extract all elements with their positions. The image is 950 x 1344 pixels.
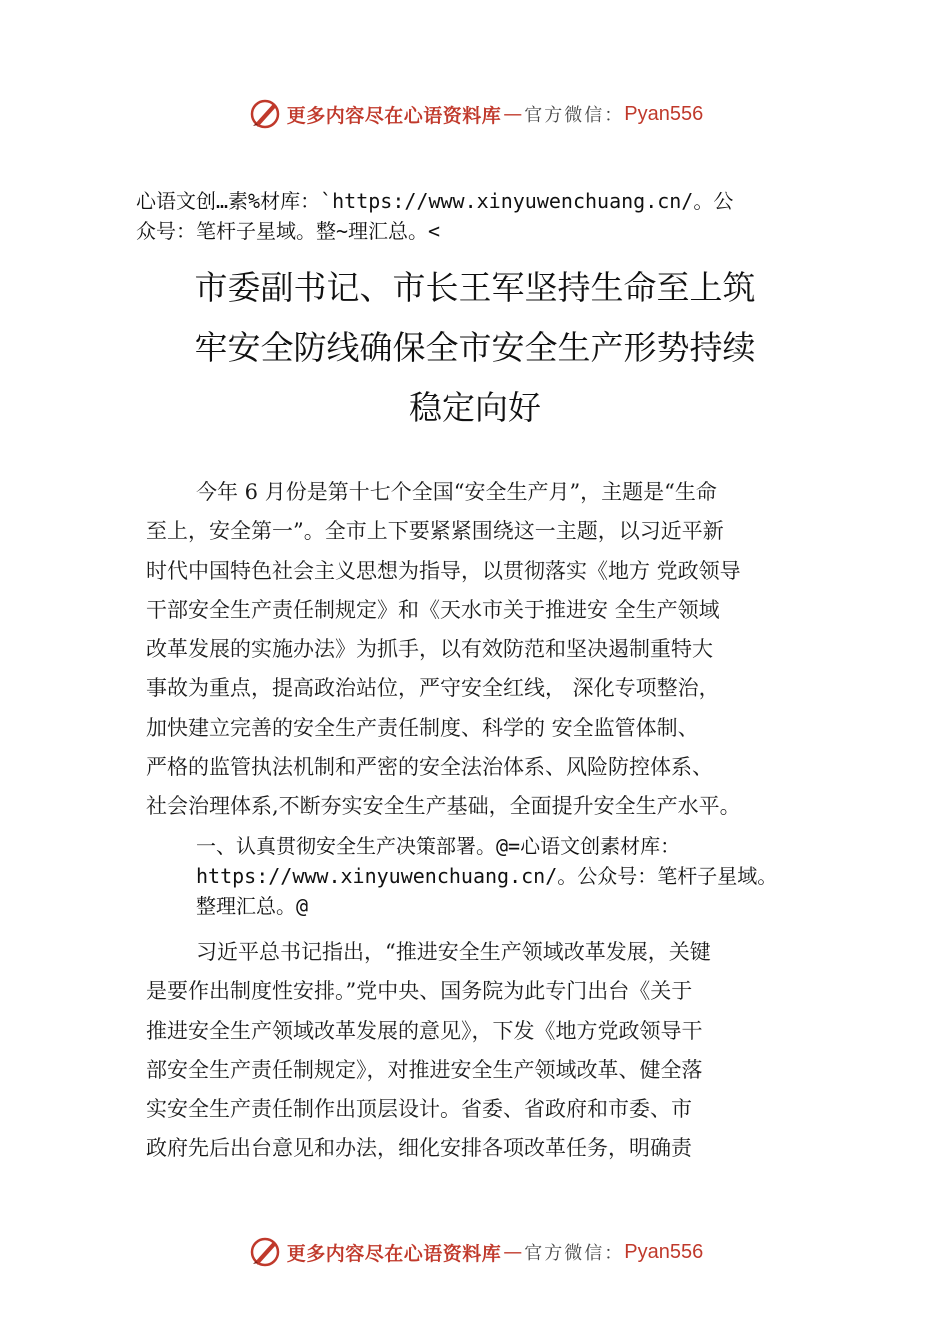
paragraph-line: 是要作出制度性安排。”党中央、国务院为此专门出台《关于 (146, 979, 693, 1004)
header-note-line: 心语文创…素%材库：`https://www.xinyuwenchuang.cn/。公 (136, 189, 734, 213)
paragraph-line: 实安全生产责任制作出顶层设计。省委、省政府和市委、市 (146, 1097, 692, 1122)
section-line: 整理汇总。@ (196, 894, 309, 918)
header-note (136, 186, 836, 246)
banner-dash: — (503, 1241, 523, 1263)
paragraph-line: 严格的监管执法机制和严密的安全法治体系、风险防控体系、 (146, 755, 713, 780)
banner-brand: 更多内容尽在心语资料库 (286, 104, 502, 127)
section-heading-1 (196, 831, 856, 921)
banner-wechat-id: Pyan556 (624, 102, 704, 125)
title-line: 市委副书记、市长王军坚持生命至上筑 (194, 268, 756, 307)
paragraph-line: 社会治理体系,不断夯实安全生产基础，全面提升安全生产水平。 (146, 794, 741, 819)
header-note-line: 众号：笔杆子星域。整~理汇总。< (136, 219, 441, 243)
pen-circle-icon (247, 96, 283, 132)
paragraph-intro (146, 473, 836, 827)
paragraph-line: 事故为重点，提高政治站位，严守安全红线， 深化专项整治， (146, 676, 720, 701)
paragraph-line: 干部安全生产责任制规定》和《天水市关于推进安 全生产领域 (146, 597, 720, 622)
paragraph-line: 习近平总书记指出，“推进安全生产领域改革发展，关键 (196, 940, 711, 964)
paragraph-line: 推进安全生产领域改革发展的意见》，下发《地方党政领导干 (146, 1018, 703, 1043)
paragraph-line: 加快建立完善的安全生产责任制度、科学的 安全监管体制、 (146, 715, 699, 740)
title-line: 稳定向好 (409, 388, 541, 427)
banner-label: 官方微信： (524, 105, 625, 126)
paragraph-body (146, 933, 836, 1169)
banner-brand: 更多内容尽在心语资料库 (286, 1242, 502, 1265)
section-line: 一、认真贯彻安全生产决策部署。@=心语文创素材库： (196, 834, 681, 858)
banner-label: 官方微信： (524, 1243, 625, 1264)
paragraph-line: 今年 6 月份是第十七个全国“安全生产月”，主题是“生命 (196, 480, 717, 504)
paragraph-line: 部安全生产责任制规定》，对推进安全生产领域改革、健全落 (146, 1057, 703, 1082)
document-title (0, 258, 950, 438)
section-line: https://www.xinyuwenchuang.cn/。公众号：笔杆子星域。 (196, 864, 778, 888)
paragraph-line: 政府先后出台意见和办法，细化安排各项改革任务，明确责 (146, 1136, 692, 1161)
paragraph-line: 改革发展的实施办法》为抓手，以有效防范和坚决遏制重特大 (146, 637, 713, 662)
bottom-banner (0, 1232, 950, 1272)
title-line: 牢安全防线确保全市安全生产形势持续 (194, 328, 756, 367)
paragraph-line: 至上，安全第一”。全市上下要紧紧围绕这一主题，以习近平新 (146, 519, 724, 544)
top-banner (0, 94, 950, 134)
banner-wechat-id: Pyan556 (624, 1240, 704, 1263)
paragraph-line: 时代中国特色社会主义思想为指导，以贯彻落实《地方 党政领导 (146, 558, 741, 583)
banner-dash: — (503, 103, 523, 125)
pen-circle-icon (247, 1234, 283, 1270)
